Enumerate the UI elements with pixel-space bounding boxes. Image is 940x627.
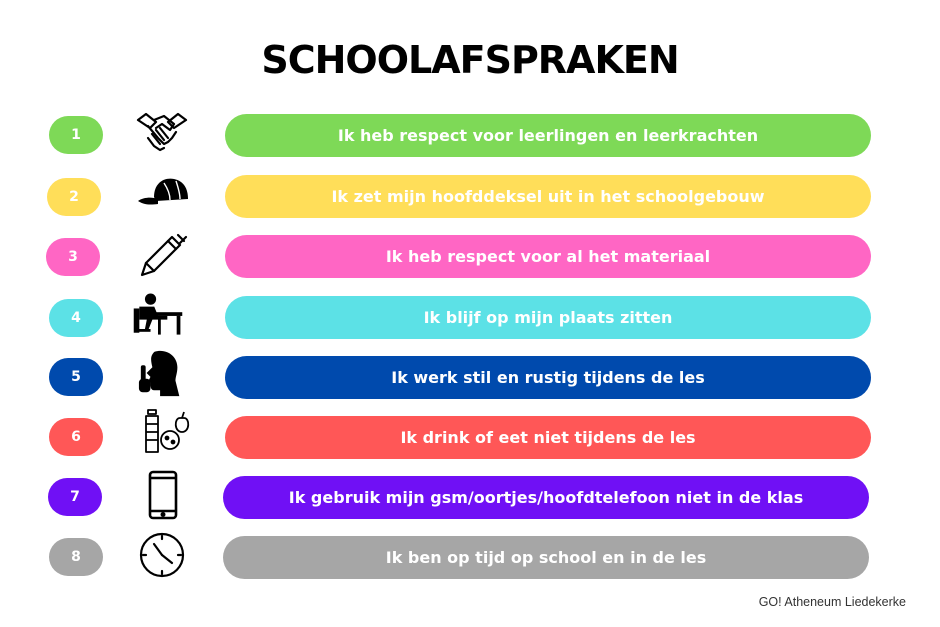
page-title: SCHOOLAFSPRAKEN (261, 38, 679, 82)
school-name-footer: GO! Atheneum Liedekerke (758, 595, 906, 609)
rule-row-6 (0, 416, 940, 460)
rule-row-1 (0, 114, 940, 158)
rule-number-badge: 8 (49, 538, 103, 576)
rule-number-badge: 5 (49, 358, 103, 396)
rule-row-8 (0, 536, 940, 580)
rule-row-4 (0, 296, 940, 340)
rule-number-badge: 1 (49, 116, 103, 154)
rule-number-badge: 7 (48, 478, 102, 516)
rule-text-pill: Ik ben op tijd op school en in de les (223, 536, 869, 579)
smartphone-icon (134, 470, 190, 520)
rule-text-pill: Ik blijf op mijn plaats zitten (225, 296, 871, 339)
rule-number-badge: 3 (46, 238, 100, 276)
pen-icon (134, 229, 190, 279)
rule-row-5 (0, 356, 940, 400)
rule-text-pill: Ik heb respect voor al het materiaal (225, 235, 871, 278)
cap-icon (136, 171, 192, 221)
rule-text-pill: Ik drink of eet niet tijdens de les (225, 416, 871, 459)
rule-number-badge: 6 (49, 418, 103, 456)
rule-text-pill: Ik gebruik mijn gsm/oortjes/hoofdtelefoon niet in de klas (223, 476, 869, 519)
rule-text-pill: Ik zet mijn hoofddeksel uit in het schoolgebouw (225, 175, 871, 218)
rule-text-pill: Ik heb respect voor leerlingen en leerkrachten (225, 114, 871, 157)
clock-icon (134, 530, 190, 580)
rule-row-2 (0, 175, 940, 219)
rule-row-7 (0, 476, 940, 520)
handshake-icon (134, 108, 190, 158)
food-drink-icon (138, 406, 194, 456)
student-desk-icon (130, 290, 186, 340)
silence-icon (134, 348, 190, 398)
rule-number-badge: 4 (49, 299, 103, 337)
rule-text-pill: Ik werk stil en rustig tijdens de les (225, 356, 871, 399)
rule-number-badge: 2 (47, 178, 101, 216)
rule-row-3 (0, 235, 940, 279)
